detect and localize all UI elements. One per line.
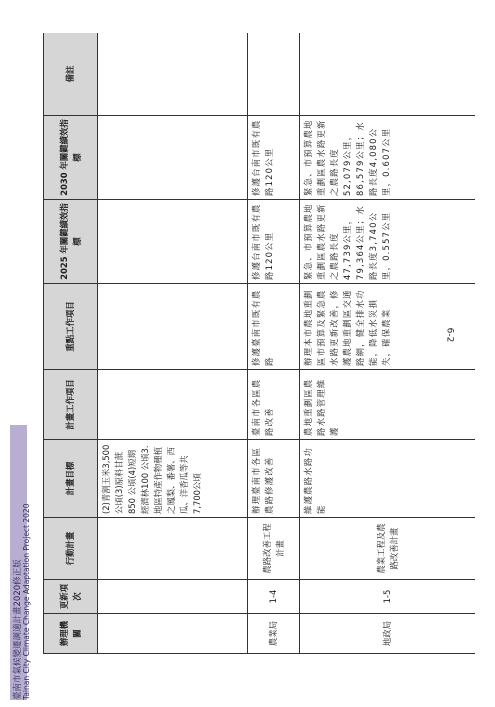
cell-note — [98, 33, 248, 116]
cell-key-work: 辦理本市農地重劃區市預算及緊急農水路更新改善，修護農地重劃區交通路網，健全排水功能，降低水災損失，確保農業 — [300, 284, 476, 370]
page-number: 6-2 — [444, 327, 455, 343]
cell-note — [300, 33, 476, 116]
cell-item-no — [98, 580, 248, 614]
header-kpi-2025: 2025 年關鍵績效指標 — [44, 200, 98, 284]
header-work-item: 計畫工作項目 — [44, 370, 98, 440]
table-container — [43, 33, 475, 654]
cell-kpi-2030 — [98, 116, 248, 200]
cell-kpi-2025: 修護台南市既有農路120公里 — [248, 200, 300, 284]
cell-item-no: 1-4 — [248, 580, 300, 614]
table-header-row — [44, 33, 98, 654]
header-item-no: 更新項次 — [44, 580, 98, 614]
cell-work-item — [98, 370, 248, 440]
header-kpi-2030: 2030 年關鍵績效指標 — [44, 116, 98, 200]
header-note: 備註 — [44, 33, 98, 116]
cell-key-work: 修護臺南市既有農路 — [248, 284, 300, 370]
cell-kpi-2030: 修護台南市既有農路120公里 — [248, 116, 300, 200]
cell-goal: 辦理臺南市各區農路修護改善 — [248, 440, 300, 518]
cell-agency — [98, 614, 248, 654]
cell-item-no: 1-5 — [300, 580, 476, 614]
cell-work-item: 臺南市各區農路改善 — [248, 370, 300, 440]
cell-kpi-2025: 緊急、市預算農地重劃區農水路更新之農路長度47,739公里，79,364公里；水路長度3,740公里，0.557公里 — [300, 200, 476, 284]
header-agency: 辦理機關 — [44, 614, 98, 654]
cell-work-item: 農地重劃區農路水路管理維護 — [300, 370, 476, 440]
table-row — [248, 33, 300, 654]
cell-agency: 地政局 — [300, 614, 476, 654]
header-goal: 計畫目標 — [44, 440, 98, 518]
cell-note — [248, 33, 300, 116]
cell-kpi-2025 — [98, 200, 248, 284]
header-key-work: 重點工作項目 — [44, 284, 98, 370]
plan-table — [43, 33, 475, 654]
sidebar-title-zh: 臺南市氣候變遷調適計畫2020修正版 — [13, 559, 23, 700]
header-action-plan: 行動計畫 — [44, 518, 98, 580]
cell-action-plan — [98, 518, 248, 580]
cell-key-work — [98, 284, 248, 370]
cell-goal: 維護農路水路功能 — [300, 440, 476, 518]
table-row — [98, 33, 248, 654]
cell-agency: 農業局 — [248, 614, 300, 654]
table-row — [300, 33, 476, 654]
cell-goal: (2)青割玉米3,500 公頃(3)原料甘蔗850 公頃(4)短期經濟林100 公頃3.地區特產作物種植之鳳梨、番薯、西瓜、洋香瓜等共7,700公頃 — [98, 440, 248, 518]
sidebar-title-en: Tainan City Climate Change Adaptation Project 2020 — [22, 503, 31, 700]
cell-action-plan: 農路改善工程計畫 — [248, 518, 300, 580]
cell-kpi-2030: 緊急、市預算農地重劃區農水路更新之農路長度52,079公里，86,579公里；水路長度4,080公里，0.607公里 — [300, 116, 476, 200]
cell-action-plan: 農業工程及農路改善計畫 — [300, 518, 476, 580]
sidebar-title — [14, 425, 31, 700]
